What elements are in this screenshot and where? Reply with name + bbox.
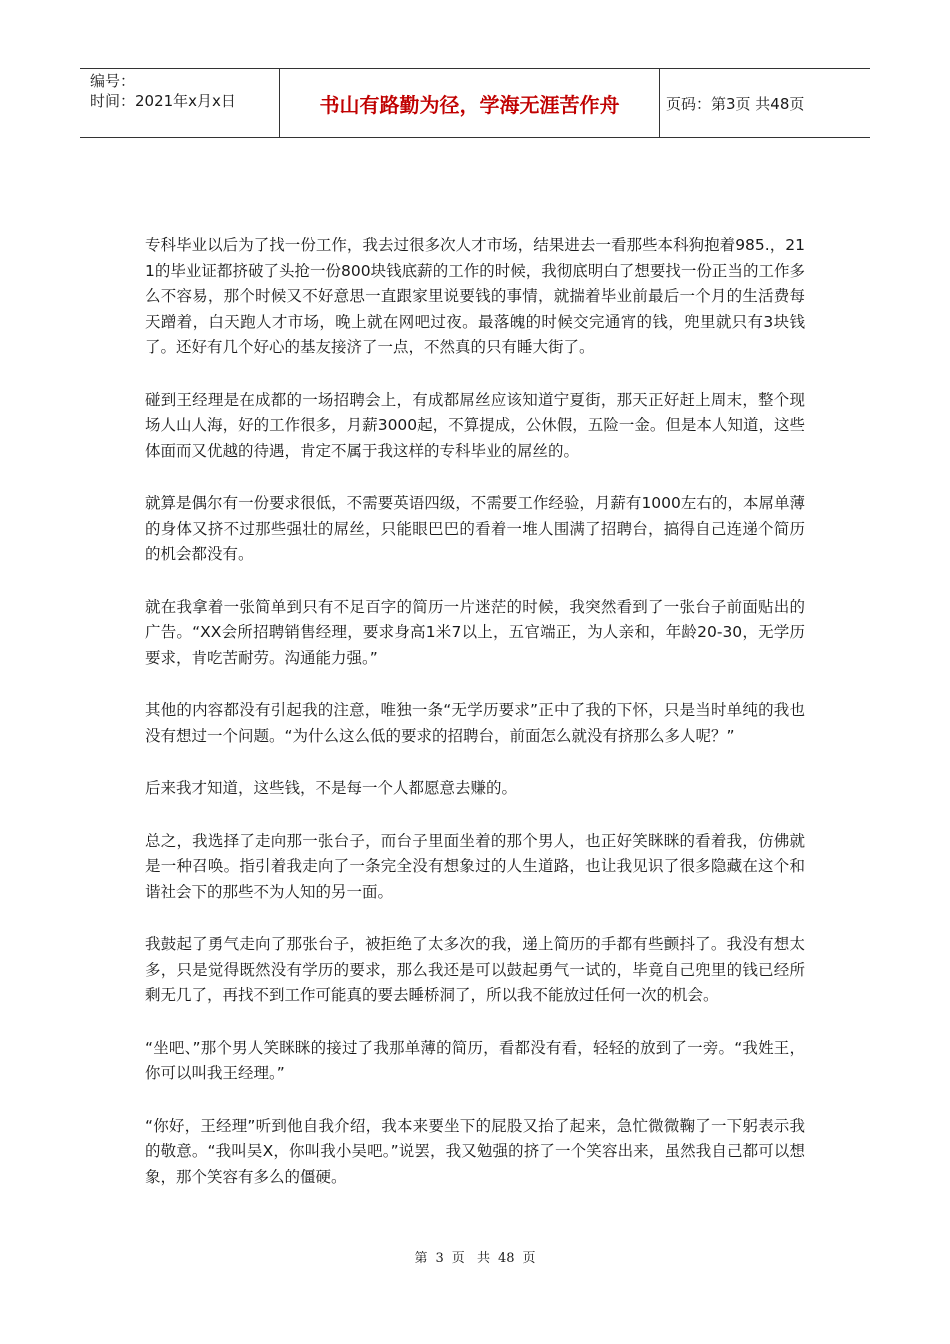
header-page-info: 页码：第3页 共48页 — [666, 94, 805, 113]
paragraph: “坐吧、”那个男人笑眯眯的接过了我那单薄的简历，看都没有看，轻轻的放到了一旁。“我姓王，你可以叫我王经理。” — [145, 1038, 805, 1082]
paragraph: 总之，我选择了走向那一张台子，而台子里面坐着的那个男人，也正好笑眯眯的看着我，仿佛就是一种召唤。指引着我走向了一条完全没有想象过的人生道路，也让我见识了很多隐藏在这个和谐社会下的那些不为人知的另一面。 — [145, 831, 805, 901]
footer-total-prefix: 共 — [476, 1251, 490, 1266]
footer-page-unit: 页 — [451, 1251, 465, 1266]
paragraph: 后来我才知道，这些钱，不是每一个人都愿意去赚的。 — [145, 779, 518, 797]
footer-total-pages: 48 — [497, 1251, 515, 1266]
document-body — [145, 233, 805, 1217]
header-left-cell — [80, 69, 280, 137]
paragraph: “你好，王经理”听到他自我介绍，我本来要坐下的屁股又抬了起来，急忙微微鞠了一下躬表示我的敬意。“我叫吴X，你叫我小吴吧。”说罢，我又勉强的挤了一个笑容出来，虽然我自己都可以想象，那个笑容有多么的僵硬。 — [145, 1116, 805, 1186]
paragraph: 我鼓起了勇气走向了那张台子，被拒绝了太多次的我，递上简历的手都有些颤抖了。我没有想太多，只是觉得既然没有学历的要求，那么我还是可以鼓起勇气一试的，毕竟自己兜里的钱已经所剩无几了，再找不到工作可能真的要去睡桥洞了，所以我不能放过任何一次的机会。 — [145, 935, 805, 1004]
header-page-cell — [660, 69, 870, 137]
paragraph: 碰到王经理是在成都的一场招聘会上，有成都屌丝应该知道宁夏街，那天正好赶上周末，整个现场人山人海，好的工作很多，月薪3000起，不算提成，公休假，五险一金。但是本人知道，这些体面而又优越的待遇，肯定不属于我这样的专科毕业的屌丝的。 — [145, 390, 805, 460]
footer-page-number: 3 — [435, 1251, 444, 1266]
paragraph: 就在我拿着一张简单到只有不足百字的简历一片迷茫的时候，我突然看到了一张台子前面贴出的广告。“XX会所招聘销售经理，要求身高1米7以上，五官端正，为人亲和，年龄20-30，无学历要求，肯吃苦耐劳。沟通能力强。” — [145, 597, 805, 667]
paragraph: 其他的内容都没有引起我的注意，唯独一条“无学历要求”正中了我的下怀，只是当时单纯的我也没有想过一个问题。“为什么这么低的要求的招聘台，前面怎么就没有挤那么多人呢？” — [145, 701, 805, 745]
header-motto-cell — [280, 69, 660, 137]
paragraph: 就算是偶尔有一份要求很低，不需要英语四级，不需要工作经验，月薪有1000左右的，本屌单薄的身体又挤不过那些强壮的屌丝，只能眼巴巴的看着一堆人围满了招聘台，搞得自己连递个简历的机会都没有。 — [145, 494, 805, 563]
paragraph: 专科毕业以后为了找一份工作，我去过很多次人才市场，结果进去一看那些本科狗抱着985.，211的毕业证都挤破了头抢一份800块钱底薪的工作的时候，我彻底明白了想要找一份正当的工作多么不容易，那个时候又不好意思一直跟家里说要钱的事情，就揣着毕业前最后一个月的生活费每天蹭着，白天跑人才市场，晚上就在网吧过夜。最落魄的时候交完通宵的钱，兜里就只有3块钱了。还好有几个好心的基友接济了一点，不然真的只有睡大街了。 — [145, 236, 805, 356]
page-footer — [0, 1247, 950, 1266]
footer-total-unit: 页 — [522, 1251, 536, 1266]
document-date-label: 时间：2021年x月x日 — [90, 92, 236, 110]
document-number-label: 编号： — [90, 72, 136, 90]
footer-prefix: 第 — [414, 1251, 428, 1266]
page-header — [80, 68, 870, 138]
header-motto: 书山有路勤为径，学海无涯苦作舟 — [319, 92, 620, 117]
